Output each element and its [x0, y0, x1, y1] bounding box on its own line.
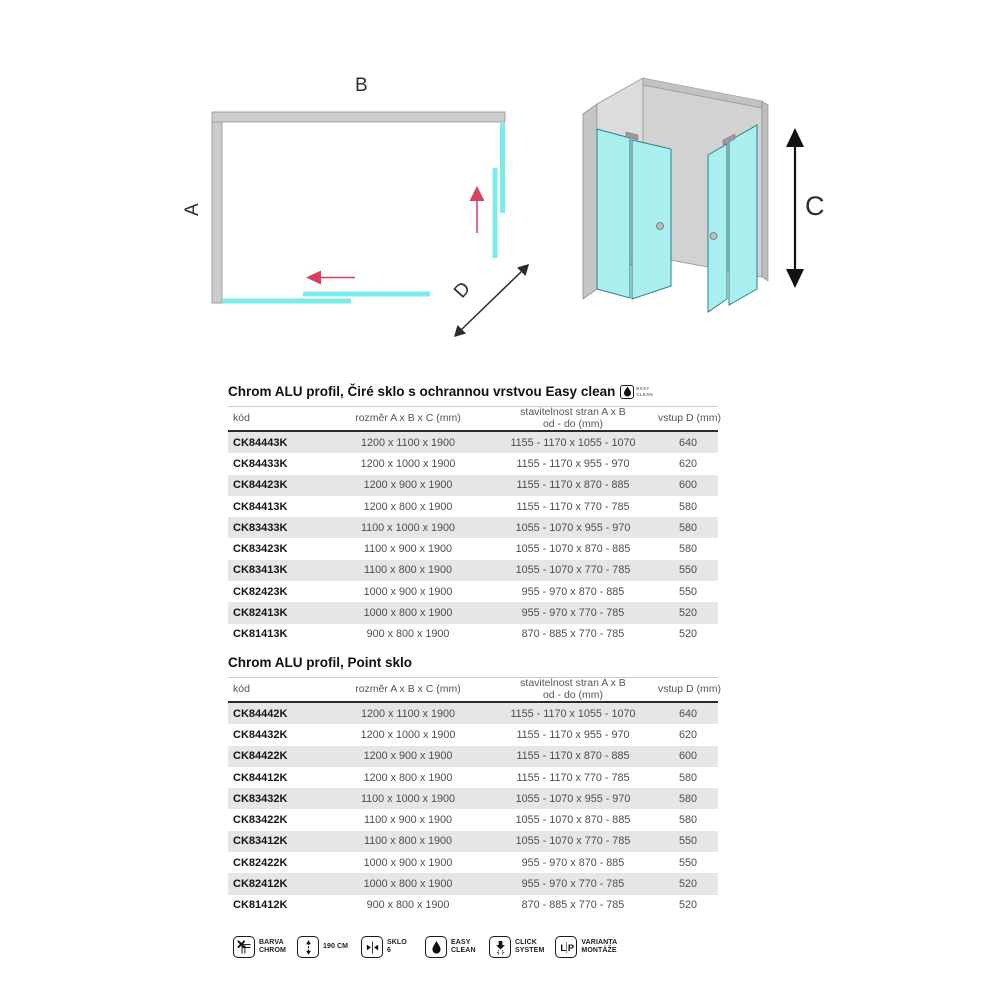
cell-code: CK81412K [233, 899, 288, 912]
table-row [228, 788, 718, 809]
door-direction-arrow-up [470, 186, 485, 233]
cell-size: 1200 x 900 x 1900 [363, 750, 453, 763]
badge-label: BARVA CHROM [259, 938, 286, 954]
cell-size: 1100 x 1000 x 1900 [360, 521, 456, 534]
cell-entry: 580 [678, 792, 697, 805]
door-knob-right [710, 233, 717, 240]
plan-view-diagram [175, 65, 545, 355]
cell-code: CK84423K [233, 479, 288, 492]
table1-header [228, 406, 721, 432]
cell-size: 1200 x 1000 x 1900 [360, 457, 456, 470]
cell-code: CK83433K [233, 521, 288, 534]
cell-code: CK82413K [233, 607, 288, 620]
cell-size: 1200 x 1100 x 1900 [360, 707, 456, 720]
cell-code: CK81413K [233, 628, 288, 641]
height-arrow-icon [297, 936, 319, 958]
dimension-label-c: C [805, 191, 825, 221]
col-header-code: kód [233, 411, 250, 424]
cell-entry: 550 [678, 856, 697, 869]
table-row [228, 895, 718, 916]
isometric-enclosure-diagram [558, 58, 870, 358]
cell-code: CK83413K [233, 564, 288, 577]
badge-label: EASY CLEAN [451, 938, 476, 954]
cell-entry: 520 [678, 628, 697, 641]
plan-left-wall [212, 122, 222, 303]
svg-text:P: P [567, 942, 574, 953]
table-row [228, 873, 718, 894]
cell-size: 1200 x 800 x 1900 [363, 500, 453, 513]
cell-code: CK82412K [233, 878, 288, 891]
dimension-label-a: A [182, 203, 203, 216]
col-header-range: stavitelnost stran A x B od - do (mm) [520, 406, 626, 430]
cell-code: CK83423K [233, 543, 288, 556]
table-row [228, 746, 718, 767]
cell-entry: 520 [678, 607, 697, 620]
cell-code: CK84422K [233, 750, 288, 763]
cell-range: 955 - 970 x 870 - 885 [521, 856, 625, 869]
badge-label: VARIANTA MONTÁŽE [581, 938, 618, 954]
cell-code: CK84443K [233, 436, 288, 449]
table1-title [228, 383, 718, 400]
cell-range: 870 - 885 x 770 - 785 [521, 628, 625, 641]
table2-title-text: Chrom ALU profil, Point sklo [228, 655, 412, 670]
easy-clean-drop-icon [620, 385, 634, 399]
table1-title-text: Chrom ALU profil, Čiré sklo s ochrannou vrstvou Easy clean [228, 384, 616, 399]
plan-glass-panels [222, 123, 503, 301]
iso-left-glass-doors [597, 129, 671, 299]
easy-clean-mini-label: EASY CLEAN [636, 386, 653, 397]
table-row [228, 602, 718, 623]
cell-range: 1055 - 1070 x 870 - 885 [515, 814, 631, 827]
cell-range: 1055 - 1070 x 955 - 970 [515, 792, 631, 805]
cell-entry: 580 [678, 814, 697, 827]
cell-code: CK84413K [233, 500, 288, 513]
badge-label: 190 CM [323, 942, 349, 950]
cell-range: 1155 - 1170 x 955 - 970 [516, 457, 630, 470]
click-arrow-icon [489, 936, 511, 958]
cell-entry: 580 [678, 543, 697, 556]
cell-size: 1100 x 800 x 1900 [363, 564, 453, 577]
cell-range: 1155 - 1170 x 770 - 785 [516, 771, 630, 784]
cell-code: CK82423K [233, 585, 288, 598]
lp-variant-icon [555, 936, 577, 958]
table-row [228, 852, 718, 873]
cell-range: 1055 - 1070 x 770 - 785 [515, 564, 631, 577]
cell-code: CK84412K [233, 771, 288, 784]
table-row [228, 496, 718, 517]
badge-label: CLICK SYSTEM [515, 938, 545, 954]
cell-range: 1055 - 1070 x 955 - 970 [515, 521, 631, 534]
easy-clean-drop-icon [425, 936, 447, 958]
cell-range: 1155 - 1170 x 955 - 970 [516, 728, 630, 741]
col-header-size: rozměr A x B x C (mm) [355, 682, 461, 695]
cell-entry: 580 [678, 500, 697, 513]
cell-entry: 640 [678, 707, 697, 720]
cell-range: 1155 - 1170 x 870 - 885 [516, 750, 630, 763]
cell-entry: 520 [678, 878, 697, 891]
cell-range: 955 - 970 x 870 - 885 [521, 585, 625, 598]
cell-size: 1000 x 900 x 1900 [363, 585, 453, 598]
cell-entry: 620 [678, 457, 697, 470]
table-row [228, 517, 718, 538]
badge-varianta-montaze [555, 936, 617, 958]
table-row [228, 624, 718, 645]
cell-code: CK83422K [233, 814, 288, 827]
table-row [228, 560, 718, 581]
cell-entry: 550 [678, 585, 697, 598]
cell-code: CK83432K [233, 792, 288, 805]
badge-barva-chrom [233, 936, 286, 958]
col-header-entry: vstup D (mm) [658, 411, 721, 424]
table1-body [228, 432, 718, 645]
cell-range: 955 - 970 x 770 - 785 [521, 878, 625, 891]
table1-section [228, 383, 721, 645]
cell-range: 1155 - 1170 x 1055 - 1070 [510, 436, 636, 449]
cell-range: 1155 - 1170 x 1055 - 1070 [510, 707, 636, 720]
cell-entry: 620 [678, 728, 697, 741]
table-row [228, 581, 718, 602]
table-row [228, 538, 718, 559]
cell-size: 1100 x 800 x 1900 [363, 835, 453, 848]
table-row [228, 475, 718, 496]
plan-top-wall [212, 112, 505, 122]
cell-size: 1000 x 800 x 1900 [363, 878, 453, 891]
cell-code: CK83412K [233, 835, 288, 848]
cell-size: 900 x 800 x 1900 [366, 899, 450, 912]
col-header-size: rozměr A x B x C (mm) [355, 411, 461, 424]
cell-range: 1055 - 1070 x 770 - 785 [515, 835, 631, 848]
cell-size: 1100 x 900 x 1900 [363, 814, 453, 827]
badge-click-system [489, 936, 544, 958]
cell-entry: 580 [678, 521, 697, 534]
cell-code: CK84433K [233, 457, 288, 470]
height-dimension-arrow-c [786, 128, 804, 288]
door-knob-left [657, 223, 664, 230]
table2-body [228, 703, 718, 916]
table2-header [228, 677, 721, 703]
cell-range: 1055 - 1070 x 870 - 885 [515, 543, 631, 556]
cell-entry: 600 [678, 479, 697, 492]
chrome-profile-icon [233, 936, 255, 958]
table2-title [228, 654, 718, 671]
dimension-label-b: B [355, 75, 368, 96]
cell-size: 1100 x 1000 x 1900 [360, 792, 456, 805]
cell-entry: 520 [678, 899, 697, 912]
cell-size: 1000 x 900 x 1900 [363, 856, 453, 869]
table-row [228, 831, 718, 852]
col-header-entry: vstup D (mm) [658, 682, 721, 695]
badge-label: SKLO 6 [387, 938, 407, 954]
table-row [228, 432, 718, 453]
door-direction-arrow-left [306, 271, 355, 285]
cell-size: 1100 x 900 x 1900 [363, 543, 453, 556]
glass-thickness-icon [361, 936, 383, 958]
cell-range: 1155 - 1170 x 870 - 885 [516, 479, 630, 492]
table-row [228, 453, 718, 474]
badge-sklo-6 [361, 936, 414, 958]
cell-size: 1200 x 800 x 1900 [363, 771, 453, 784]
cell-entry: 550 [678, 835, 697, 848]
table-row [228, 809, 718, 830]
cell-range: 955 - 970 x 770 - 785 [521, 607, 625, 620]
feature-badges-row [233, 936, 617, 958]
cell-entry: 550 [678, 564, 697, 577]
table-row [228, 703, 718, 724]
cell-entry: 580 [678, 771, 697, 784]
cell-entry: 640 [678, 436, 697, 449]
cell-code: CK84432K [233, 728, 288, 741]
cell-size: 900 x 800 x 1900 [366, 628, 450, 641]
table-row [228, 724, 718, 745]
cell-code: CK84442K [233, 707, 288, 720]
badge-vyska-190 [297, 936, 350, 958]
iso-right-glass-doors [708, 125, 757, 312]
easy-clean-mini-badge [620, 385, 653, 399]
table-row [228, 767, 718, 788]
col-header-code: kód [233, 682, 250, 695]
table2-section [228, 654, 721, 916]
cell-range: 1155 - 1170 x 770 - 785 [516, 500, 630, 513]
cell-size: 1200 x 1000 x 1900 [360, 728, 456, 741]
col-header-range: stavitelnost stran A x B od - do (mm) [520, 677, 626, 701]
cell-entry: 600 [678, 750, 697, 763]
cell-size: 1000 x 800 x 1900 [363, 607, 453, 620]
cell-code: CK82422K [233, 856, 288, 869]
cell-range: 870 - 885 x 770 - 785 [521, 899, 625, 912]
cell-size: 1200 x 900 x 1900 [363, 479, 453, 492]
cell-size: 1200 x 1100 x 1900 [360, 436, 456, 449]
badge-easy-clean [425, 936, 478, 958]
dimension-label-d: D [450, 278, 475, 303]
svg-text:L: L [560, 942, 567, 953]
